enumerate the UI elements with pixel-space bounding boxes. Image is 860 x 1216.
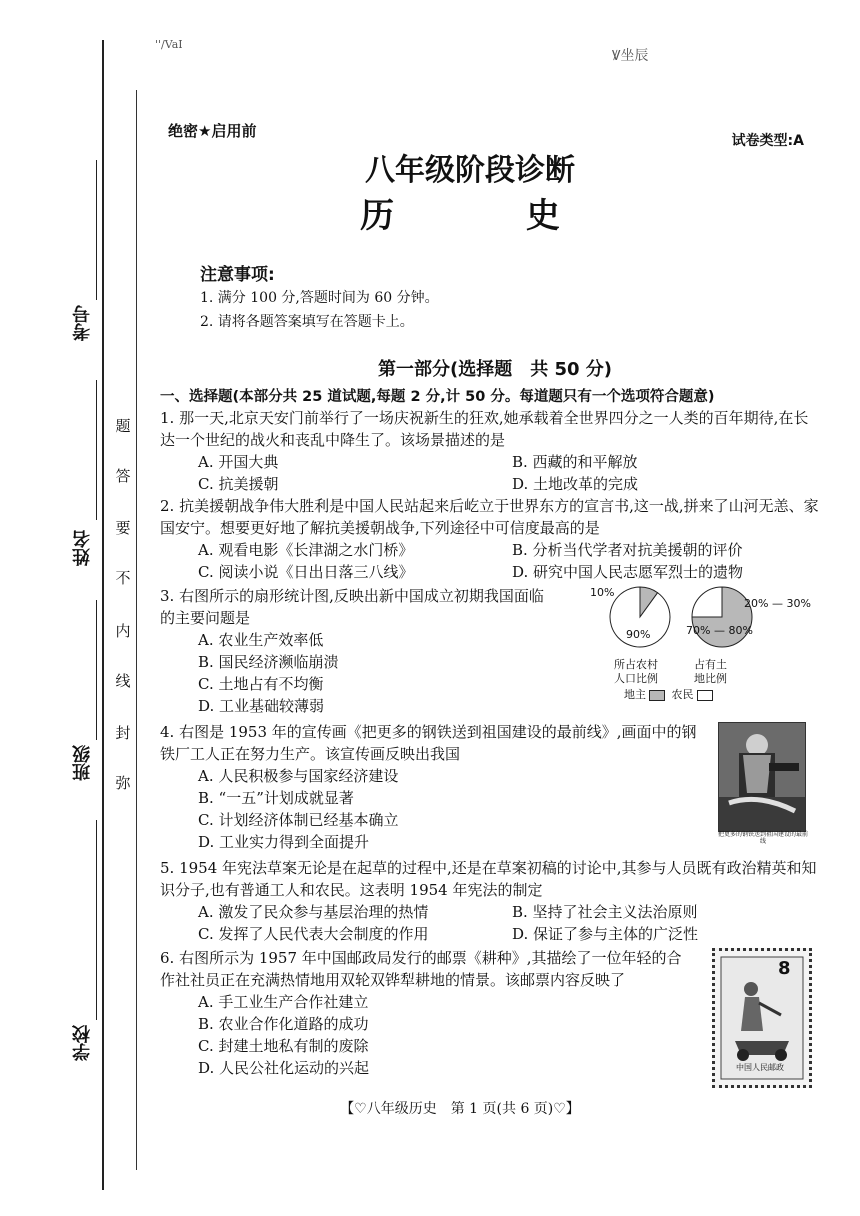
field-name-line[interactable] [96,380,97,520]
pie1-slice-landlord-label: 10% [590,586,615,599]
field-school-label: 学校 [72,1025,93,1061]
corner-mark-left: ꞌꞌ/VaI [155,38,183,51]
seal-line [136,90,137,1170]
question-1-stem: 1. 那一天,北京天安门前举行了一场庆祝新生的狂欢,她承载着全世界四分之一人类的百年期待,在长达一个世纪的战火和丧乱中降生了。该场景描述的是 [160,409,809,449]
option[interactable]: C. 土地占有不均衡 [198,675,324,693]
page-title: 八年级阶段诊断 [365,153,575,188]
option[interactable]: B. 国民经济濒临崩溃 [198,653,339,671]
pie2-caption-line1: 占有土 [694,658,727,671]
notice-item: 1. 满分 100 分,答题时间为 60 分钟。 [200,290,439,306]
option[interactable]: A. 手工业生产合作社建立 [198,993,369,1011]
seal-char: 封 [115,724,131,742]
seal-char: 题 [115,417,131,435]
seal-char: 不 [115,569,131,587]
question-5-stem: 5. 1954 年宪法草案无论是在起草的过程中,还是在草案初稿的讨论中,其参与人员既有政治精英和知识分子,也有普通工人和农民。这表明 1954 年宪法的制定 [160,859,817,899]
pie2-slice-landlord-label: 70% — 80% [686,624,753,637]
seal-char: 答 [115,467,131,485]
option[interactable]: D. 保证了参与主体的广泛性 [512,925,699,943]
section-heading: 一、选择题(本部分共 25 道试题,每题 2 分,计 50 分。每道题只有一个选项符合题意) [160,389,715,405]
pie2-slice-peasant [692,587,722,617]
question-4-stem-line2: 铁厂工人正在努力生产。该宣传画反映出我国 [160,745,461,763]
question-4-stem-line1: 4. 右图是 1953 年的宣传画《把更多的钢铁送到祖国建设的最前线》,画面中的钢 [160,723,697,741]
question-3-stem-line1: 3. 右图所示的扇形统计图,反映出新中国成立初期我国面临 [160,587,544,605]
stamp-value: 8 [778,958,791,979]
legend-landlord-swatch [649,690,665,701]
option[interactable]: A. 激发了民众参与基层治理的热情 [198,903,429,921]
part-heading: 第一部分(选择题 共 50 分) [377,359,613,380]
option[interactable]: C. 计划经济体制已经基本确立 [198,811,399,829]
secret-label: 绝密★启用前 [168,122,257,140]
option[interactable]: A. 观看电影《长津湖之水门桥》 [198,541,414,559]
option[interactable]: D. 研究中国人民志愿军烈士的遗物 [512,563,744,581]
pie2-caption-line2: 地比例 [694,672,727,685]
legend-landlord-label: 地主 [624,688,646,701]
corner-mark-right: Ꝟ坐辰 [612,48,649,64]
option[interactable]: B. 西藏的和平解放 [512,453,638,471]
pie1-slice-peasant-label: 90% [626,628,651,641]
option[interactable]: C. 抗美援朝 [198,475,279,493]
paper-type: 试卷类型:A [731,133,804,149]
stamp-text: 中国人民邮政 [736,1063,784,1072]
legend-peasant-label: 农民 [671,688,694,701]
option[interactable]: C. 发挥了人民代表大会制度的作用 [198,925,429,943]
field-school-line[interactable] [96,820,97,1020]
option[interactable]: A. 开国大典 [198,453,279,471]
option[interactable]: B. 分析当代学者对抗美援朝的评价 [512,541,743,559]
poster-caption: 把更多的钢铁送到祖国建设的最前线 [718,831,809,845]
notice-heading: 注意事项: [200,265,275,285]
option[interactable]: B. “一五”计划成就显著 [198,789,354,807]
seal-char: 线 [115,672,131,690]
option[interactable]: D. 土地改革的完成 [512,475,639,493]
option[interactable]: B. 坚持了社会主义法治原则 [512,903,698,921]
option[interactable]: B. 农业合作化道路的成功 [198,1015,369,1033]
seal-char: 内 [115,622,131,640]
option[interactable]: A. 农业生产效率低 [198,631,324,649]
option[interactable]: D. 工业实力得到全面提升 [198,833,370,851]
question-3-stem-line2: 的主要问题是 [160,609,251,627]
field-class-label: 班级 [72,745,93,781]
option[interactable]: C. 阅读小说《日出日落三八线》 [198,563,414,581]
field-exam-number-label: 考号 [72,305,93,341]
pie1-caption-line2: 人口比例 [614,672,658,685]
pie2-slice-peasant-label: 20% — 30% [744,597,811,610]
question-2-stem: 2. 抗美援朝战争伟大胜利是中国人民站起来后屹立于世界东方的宣言书,这一战,拼来了山河无恙、家国安宁。想要更好地了解抗美援朝战争,下列途径中可信度最高的是 [160,497,819,537]
subject-title: 历 史 [360,196,620,236]
question-6-stem-line2: 作社社员正在充满热情地用双轮双铧犁耕地的情景。该邮票内容反映了 [160,971,626,989]
question-6-stem-line1: 6. 右图所示为 1957 年中国邮政局发行的邮票《耕种》,其描绘了一位年轻的合 [160,949,682,967]
seal-char: 要 [115,519,131,537]
seal-char: 弥 [115,774,131,792]
option[interactable]: C. 封建土地私有制的废除 [198,1037,369,1055]
pie-legend [624,686,716,702]
propaganda-poster-image [718,722,806,832]
pie1-caption-line1: 所占农村 [614,658,658,671]
legend-peasant-swatch [697,690,713,701]
field-class-line[interactable] [96,600,97,740]
notice-item: 2. 请将各题答案填写在答题卡上。 [200,314,414,330]
option[interactable]: D. 人民公社化运动的兴起 [198,1059,370,1077]
option[interactable]: D. 工业基础较薄弱 [198,697,325,715]
page-footer: 【♡八年级历史 第 1 页(共 6 页)♡】 [340,1101,580,1117]
field-name-label: 姓名 [72,530,93,566]
option[interactable]: A. 人民积极参与国家经济建设 [198,767,399,785]
